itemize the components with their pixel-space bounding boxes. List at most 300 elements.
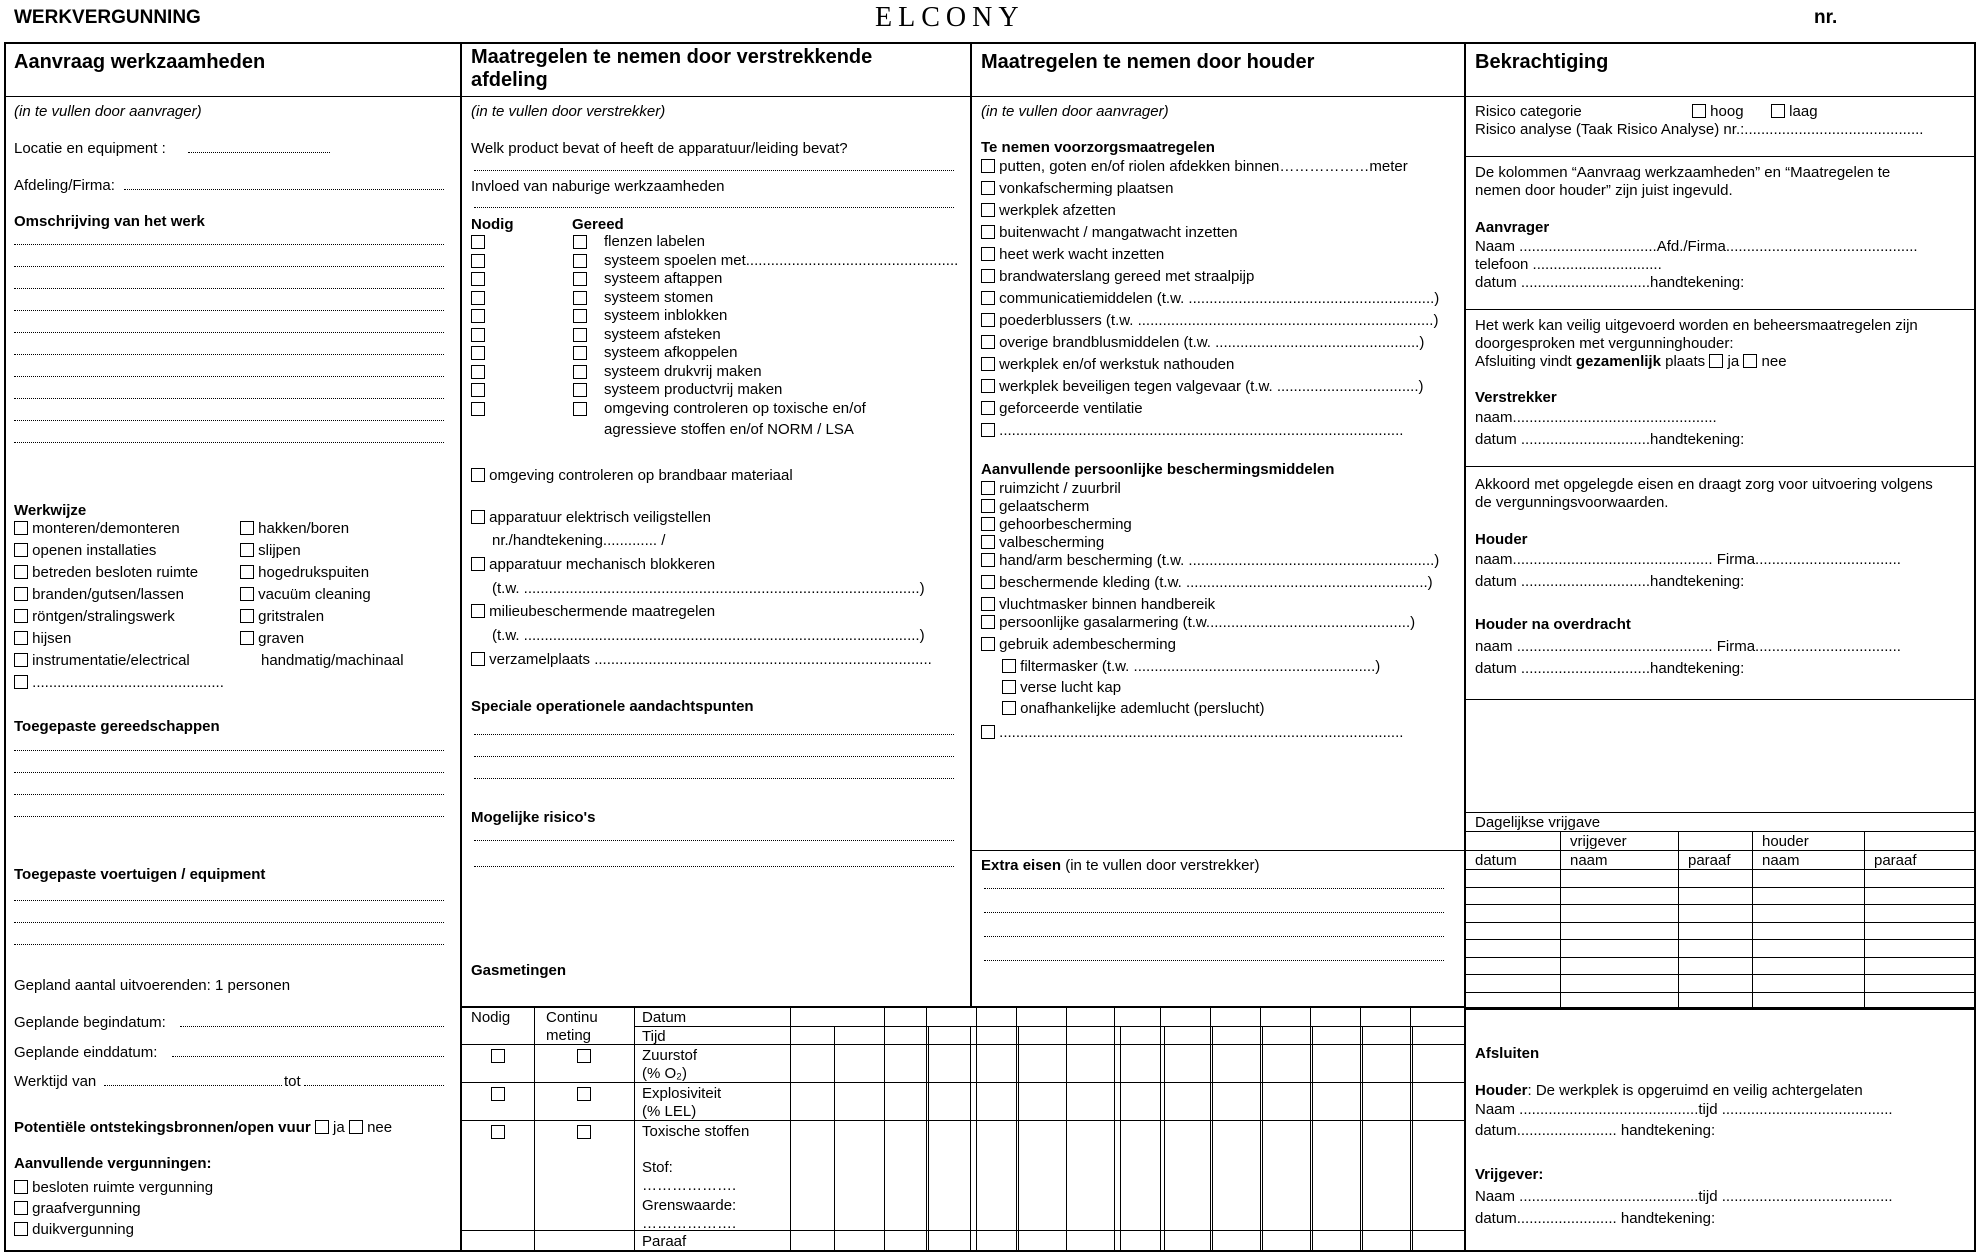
explosiviteit-continu-checkbox[interactable] bbox=[577, 1087, 591, 1101]
dotted-line[interactable] bbox=[14, 266, 444, 267]
werkwijze-item: instrumentatie/electrical bbox=[14, 652, 190, 669]
gereed-checkbox[interactable] bbox=[573, 291, 587, 305]
aanvrager-heading: Aanvrager bbox=[1475, 219, 1550, 236]
explosiviteit-nodig bbox=[491, 1086, 505, 1103]
speciale-heading: Speciale operationele aandachtspunten bbox=[471, 698, 754, 715]
stof-dots: ………………. bbox=[642, 1177, 737, 1194]
dotted-line[interactable] bbox=[14, 244, 444, 245]
zuurstof-continu-checkbox[interactable] bbox=[577, 1049, 591, 1063]
voorzorg-item: poederblussers (t.w. .......................................................................) bbox=[981, 312, 1438, 329]
werkwijze-item: hogedrukspuiten bbox=[240, 564, 369, 581]
gereed-cell bbox=[573, 345, 587, 362]
voorzorg-checkbox[interactable] bbox=[981, 247, 995, 261]
pbm-checkbox[interactable] bbox=[981, 499, 995, 513]
voorzorg-item: geforceerde ventilatie bbox=[981, 400, 1143, 417]
gereed-checkbox[interactable] bbox=[573, 272, 587, 286]
elektrisch-checkbox[interactable] bbox=[471, 510, 485, 524]
nodig-header: Nodig bbox=[471, 216, 514, 233]
gereed-cell bbox=[573, 290, 587, 307]
col2-item: systeem spoelen met................................................... bbox=[604, 251, 959, 269]
nodig-checkbox[interactable] bbox=[471, 383, 485, 397]
omschrijving-heading: Omschrijving van het werk bbox=[14, 213, 205, 230]
gas-grid-line bbox=[926, 1006, 927, 1250]
dag-row-line bbox=[1464, 904, 1976, 905]
zuurstof-continu bbox=[577, 1048, 591, 1065]
risicos-heading: Mogelijke risico's bbox=[471, 809, 596, 826]
dotted-line[interactable] bbox=[984, 912, 1444, 913]
vrijgever-datum: datum........................ handtekening: bbox=[1475, 1210, 1716, 1227]
dotted-line[interactable] bbox=[14, 332, 444, 333]
pbm-checkbox[interactable] bbox=[981, 535, 995, 549]
risico-row: Risico categorie bbox=[1475, 103, 1582, 120]
adem-checkbox[interactable] bbox=[1002, 680, 1016, 694]
zuurstof-nodig-checkbox[interactable] bbox=[491, 1049, 505, 1063]
pbm-checkbox[interactable] bbox=[981, 597, 995, 611]
brand-logo: ELCONY bbox=[875, 2, 1025, 33]
dotted-line[interactable] bbox=[14, 420, 444, 421]
dag-col-head: paraaf bbox=[1688, 852, 1731, 869]
voorzorg-checkbox[interactable] bbox=[981, 423, 995, 437]
milieu-checkbox[interactable] bbox=[471, 604, 485, 618]
werkwijze-item: graven bbox=[240, 630, 304, 647]
werkwijze-item: monteren/demonteren bbox=[14, 520, 180, 537]
voorzorg-checkbox[interactable] bbox=[981, 159, 995, 173]
werkwijze-heading: Werkwijze bbox=[14, 502, 87, 519]
ontsteking-nee-checkbox[interactable] bbox=[349, 1120, 363, 1134]
gas-grid-line bbox=[1212, 1026, 1213, 1250]
col4-divider bbox=[1464, 466, 1976, 467]
vergunning-checkbox[interactable] bbox=[14, 1180, 28, 1194]
voorzorg-item: brandwaterslang gereed met straalpijp bbox=[981, 268, 1254, 285]
gas-grid-line bbox=[1114, 1006, 1115, 1250]
werkwijze-checkbox[interactable] bbox=[14, 653, 28, 667]
pbm-item: ruimzicht / zuurbril bbox=[981, 480, 1121, 497]
invloed-field[interactable] bbox=[474, 207, 954, 208]
nodig-cell bbox=[471, 401, 485, 418]
dag-houder: houder bbox=[1762, 833, 1809, 850]
toxische-continu bbox=[577, 1124, 591, 1141]
hoog-checkbox[interactable] bbox=[1692, 104, 1706, 118]
vergunning-item: besloten ruimte vergunning bbox=[14, 1179, 213, 1196]
gas-col-line bbox=[534, 1006, 535, 1250]
dotted-line[interactable] bbox=[984, 888, 1444, 889]
gereed-cell bbox=[573, 327, 587, 344]
dag-row-line bbox=[1464, 939, 1976, 940]
dotted-line[interactable] bbox=[474, 756, 954, 757]
gereed-checkbox[interactable] bbox=[573, 402, 587, 416]
zuurstof-nodig bbox=[491, 1048, 505, 1065]
laag-option: laag bbox=[1771, 103, 1818, 120]
gereed-checkbox[interactable] bbox=[573, 254, 587, 268]
dag-row-line bbox=[1464, 922, 1976, 923]
pbm-item: gehoorbescherming bbox=[981, 516, 1132, 533]
gereed-checkbox[interactable] bbox=[573, 328, 587, 342]
gas-row-line bbox=[460, 1082, 1466, 1083]
mechanisch-tw: (t.w. ...............................................................................................) bbox=[492, 580, 925, 597]
pbm-checkbox[interactable] bbox=[981, 615, 995, 629]
col1-subtitle: (in te vullen door aanvrager) bbox=[14, 103, 202, 120]
voorzorg-item: buitenwacht / mangatwacht inzetten bbox=[981, 224, 1238, 241]
werktijd-tot-field[interactable] bbox=[304, 1085, 444, 1086]
extra-heading: Extra eisen (in te vullen door verstrekker) bbox=[981, 857, 1260, 874]
werkwijze-checkbox[interactable] bbox=[14, 521, 28, 535]
col4-divider bbox=[1464, 309, 1976, 310]
dotted-line[interactable] bbox=[14, 310, 444, 311]
ontsteking-ja-checkbox[interactable] bbox=[315, 1120, 329, 1134]
col2-item-extra: agressieve stoffen en/of NORM / LSA bbox=[604, 421, 854, 438]
hoog-option: hoog bbox=[1692, 103, 1744, 120]
pbm-item: beschermende kleding (t.w. ..........................................................) bbox=[981, 574, 1433, 591]
afdeling-field[interactable] bbox=[124, 189, 444, 190]
pbm-checkbox[interactable] bbox=[981, 553, 995, 567]
dag-col-head: naam bbox=[1762, 852, 1800, 869]
toxische-nodig bbox=[491, 1124, 505, 1141]
dotted-line[interactable] bbox=[14, 398, 444, 399]
pbm-item: hand/arm bescherming (t.w. ...........................................................) bbox=[981, 552, 1439, 569]
adem-item: filtermasker (t.w. ..........................................................) bbox=[1002, 658, 1380, 675]
pbm-item: vluchtmasker binnen handbereik bbox=[981, 596, 1215, 613]
pbm-item: gebruik adembescherming bbox=[981, 636, 1176, 653]
mechanisch-checkbox[interactable] bbox=[471, 557, 485, 571]
voorzorg-checkbox[interactable] bbox=[981, 181, 995, 195]
werkwijze-item: hakken/boren bbox=[240, 520, 349, 537]
explosiviteit-continu bbox=[577, 1086, 591, 1103]
werkwijze-checkbox[interactable] bbox=[14, 609, 28, 623]
dag-row-line bbox=[1464, 887, 1976, 888]
verzamelplaats-checkbox[interactable] bbox=[471, 652, 485, 666]
adem-checkbox[interactable] bbox=[1002, 659, 1016, 673]
houder-naam: naam................................................ Firma................................... bbox=[1475, 551, 1901, 568]
verstrekker-naam: naam................................................. bbox=[1475, 409, 1717, 426]
aanvrager-datum: datum ...............................handtekening: bbox=[1475, 274, 1745, 291]
gas-grid-line bbox=[834, 1026, 835, 1250]
pbm-item: persoonlijke gasalarmering (t.w.................................................) bbox=[981, 614, 1415, 631]
dotted-line[interactable] bbox=[14, 922, 444, 923]
voorzorg-heading: Te nemen voorzorgsmaatregelen bbox=[981, 139, 1215, 156]
afsluiten-heading: Afsluiten bbox=[1475, 1045, 1540, 1062]
zuurstof-label: Zuurstof (% O₂) bbox=[642, 1047, 698, 1082]
milieu-row: milieubeschermende maatregelen bbox=[471, 603, 715, 620]
laag-checkbox[interactable] bbox=[1771, 104, 1785, 118]
dotted-line[interactable] bbox=[474, 840, 954, 841]
werktijd-van-field[interactable] bbox=[104, 1085, 282, 1086]
col-divider-1 bbox=[460, 42, 462, 1252]
gas-grid-line bbox=[1164, 1026, 1165, 1250]
gas-grid-line bbox=[1016, 1006, 1017, 1250]
gas-col-line bbox=[634, 1006, 635, 1250]
vergunning-item: duikvergunning bbox=[14, 1221, 134, 1238]
dotted-line[interactable] bbox=[474, 734, 954, 735]
nodig-checkbox[interactable] bbox=[471, 291, 485, 305]
werktijd-van-label: Werktijd van bbox=[14, 1073, 97, 1090]
gas-row-line bbox=[460, 1120, 1466, 1121]
dag-line bbox=[1464, 831, 1976, 832]
voorzorg-item: vonkafscherming plaatsen bbox=[981, 180, 1173, 197]
nodig-checkbox[interactable] bbox=[471, 328, 485, 342]
col2-item: flenzen labelen bbox=[604, 233, 705, 250]
gereed-checkbox[interactable] bbox=[573, 309, 587, 323]
gereed-checkbox[interactable] bbox=[573, 346, 587, 360]
werkwijze-checkbox[interactable] bbox=[240, 587, 254, 601]
nodig-cell bbox=[471, 308, 485, 325]
verstrekker-datum: datum ...............................handtekening: bbox=[1475, 431, 1745, 448]
col2-item: systeem drukvrij maken bbox=[604, 362, 762, 380]
werkwijze-checkbox[interactable] bbox=[240, 521, 254, 535]
gas-row-line bbox=[634, 1026, 1466, 1027]
werkwijze-item: röntgen/stralingswerk bbox=[14, 608, 175, 625]
col2-item: systeem afsteken bbox=[604, 325, 721, 343]
dotted-line[interactable] bbox=[14, 288, 444, 289]
gereed-cell bbox=[573, 234, 587, 251]
dotted-line[interactable] bbox=[14, 944, 444, 945]
toxische-nodig-checkbox[interactable] bbox=[491, 1125, 505, 1139]
brandbaar-checkbox[interactable] bbox=[471, 468, 485, 482]
col2-item: systeem stomen bbox=[604, 288, 714, 306]
voorzorg-checkbox[interactable] bbox=[981, 291, 995, 305]
dag-row-line bbox=[1464, 957, 1976, 958]
pbm-last-row: ................................................................................................. bbox=[981, 724, 1403, 741]
nodig-checkbox[interactable] bbox=[471, 254, 485, 268]
nodig-cell bbox=[471, 253, 485, 270]
voorzorg-item: overige brandblusmiddelen (t.w. .................................................) bbox=[981, 334, 1424, 351]
brandbaar-row: omgeving controleren op brandbaar materiaal bbox=[471, 467, 793, 484]
col-divider-3 bbox=[1464, 42, 1466, 1252]
dotted-line[interactable] bbox=[14, 376, 444, 377]
werkwijze-checkbox[interactable] bbox=[14, 587, 28, 601]
voorzorg-checkbox[interactable] bbox=[981, 313, 995, 327]
werkwijze-checkbox[interactable] bbox=[14, 565, 28, 579]
vrijgever-heading: Vrijgever: bbox=[1475, 1166, 1544, 1183]
voorzorg-checkbox[interactable] bbox=[981, 379, 995, 393]
nodig-checkbox[interactable] bbox=[471, 272, 485, 286]
product-question: Welk product bevat of heeft de apparatuur/leiding bevat? bbox=[471, 140, 848, 157]
werkwijze-checkbox[interactable] bbox=[14, 675, 28, 689]
voorzorg-item: communicatiemiddelen (t.w. ...........................................................) bbox=[981, 290, 1439, 307]
werkwijze-item: .............................................. bbox=[14, 674, 224, 691]
voorzorg-checkbox[interactable] bbox=[981, 269, 995, 283]
afdeling-label: Afdeling/Firma: bbox=[14, 177, 115, 194]
pbm-item: valbescherming bbox=[981, 534, 1104, 551]
dotted-line[interactable] bbox=[14, 750, 444, 751]
vergunning-checkbox[interactable] bbox=[14, 1222, 28, 1236]
aanvullende-heading: Aanvullende vergunningen: bbox=[14, 1155, 212, 1172]
werkwijze-checkbox[interactable] bbox=[240, 543, 254, 557]
gas-grid-line bbox=[1160, 1006, 1161, 1250]
dotted-line[interactable] bbox=[14, 772, 444, 773]
vergunning-item: graafvergunning bbox=[14, 1200, 141, 1217]
gas-row-line bbox=[460, 1230, 1466, 1231]
gereed-cell bbox=[573, 308, 587, 325]
gas-datum-label: Datum bbox=[642, 1009, 687, 1026]
gereed-cell bbox=[573, 401, 587, 418]
pbm-last-checkbox[interactable] bbox=[981, 725, 995, 739]
col4-title: Bekrachtiging bbox=[1475, 51, 1609, 73]
bottom-border bbox=[4, 1250, 1976, 1252]
werkwijze-item: slijpen bbox=[240, 542, 301, 559]
nodig-cell bbox=[471, 345, 485, 362]
nodig-cell bbox=[471, 290, 485, 307]
dag-col-head: naam bbox=[1570, 852, 1608, 869]
vergunning-checkbox[interactable] bbox=[14, 1201, 28, 1215]
houder-datum: datum ...............................handtekening: bbox=[1475, 573, 1745, 590]
gereed-cell bbox=[573, 364, 587, 381]
houder-na-datum: datum ...............................handtekening: bbox=[1475, 660, 1745, 677]
dag-col-head: datum bbox=[1475, 852, 1517, 869]
voorzorg-item: putten, goten en/of riolen afdekken binnen………………meter bbox=[981, 158, 1408, 175]
houder-afsluit-naam: Naam ...........................................tijd ......................................... bbox=[1475, 1101, 1893, 1118]
gas-grid-line bbox=[1262, 1026, 1263, 1250]
dotted-line[interactable] bbox=[14, 354, 444, 355]
grenswaarde-label: Grenswaarde: bbox=[642, 1197, 737, 1214]
dag-row-line bbox=[1464, 1009, 1976, 1010]
dag-row-line bbox=[1464, 974, 1976, 975]
nodig-cell bbox=[471, 271, 485, 288]
col2-item: systeem afkoppelen bbox=[604, 344, 738, 361]
pbm-checkbox[interactable] bbox=[981, 481, 995, 495]
extra-divider bbox=[970, 850, 1466, 851]
voorzorg-checkbox[interactable] bbox=[981, 203, 995, 217]
gas-row-line bbox=[460, 1044, 1466, 1045]
elektrisch-row: apparatuur elektrisch veiligstellen bbox=[471, 509, 711, 526]
houder-afsluit-text: Houder: De werkplek is opgeruimd en veilig achtergelaten bbox=[1475, 1082, 1863, 1099]
nodig-cell bbox=[471, 234, 485, 251]
adem-checkbox[interactable] bbox=[1002, 701, 1016, 715]
gereed-cell bbox=[573, 271, 587, 288]
gereed-checkbox[interactable] bbox=[573, 383, 587, 397]
gas-continu-header: Continu meting bbox=[546, 1009, 598, 1044]
dotted-line[interactable] bbox=[474, 778, 954, 779]
werkwijze-checkbox[interactable] bbox=[240, 609, 254, 623]
veilig-text: Het werk kan veilig uitgevoerd worden en beheersmaatregelen zijn doorgesproken met vergunninghouder: bbox=[1475, 317, 1918, 352]
werkwijze-item: betreden besloten ruimte bbox=[14, 564, 198, 581]
gas-grid-line bbox=[1410, 1006, 1411, 1250]
milieu-tw: (t.w. ...............................................................................................) bbox=[492, 627, 925, 644]
nodig-checkbox[interactable] bbox=[471, 235, 485, 249]
dotted-line[interactable] bbox=[984, 936, 1444, 937]
voorzorg-item: ................................................................................................. bbox=[981, 422, 1403, 439]
top-border bbox=[4, 42, 1976, 44]
gas-grid-line bbox=[1066, 1026, 1067, 1250]
gas-paraaf-label: Paraaf bbox=[642, 1233, 687, 1250]
risico-analyse: Risico analyse (Taak Risico Analyse) nr.:........................................... bbox=[1475, 121, 1924, 138]
voertuigen-heading: Toegepaste voertuigen / equipment bbox=[14, 866, 266, 883]
begindatum-label: Geplande begindatum: bbox=[14, 1014, 166, 1031]
dotted-line[interactable] bbox=[474, 866, 954, 867]
voorzorg-checkbox[interactable] bbox=[981, 335, 995, 349]
gas-grid-line bbox=[976, 1006, 977, 1250]
nodig-cell bbox=[471, 327, 485, 344]
voorzorg-item: heet werk wacht inzetten bbox=[981, 246, 1164, 263]
grenswaarde-dots: ………………. bbox=[642, 1215, 737, 1232]
gereed-checkbox[interactable] bbox=[573, 235, 587, 249]
nodig-checkbox[interactable] bbox=[471, 309, 485, 323]
explosiviteit-label: Explosiviteit (% LEL) bbox=[642, 1085, 722, 1120]
aanvrager-telefoon: telefoon ............................... bbox=[1475, 256, 1662, 273]
nodig-checkbox[interactable] bbox=[471, 365, 485, 379]
col3-subtitle: (in te vullen door aanvrager) bbox=[981, 103, 1169, 120]
voorzorg-item: werkplek en/of werkstuk nathouden bbox=[981, 356, 1234, 373]
col2-subtitle: (in te vullen door verstrekker) bbox=[471, 103, 666, 120]
gas-grid-line bbox=[790, 1006, 791, 1250]
houder-heading: Houder bbox=[1475, 531, 1528, 548]
einddatum-field[interactable] bbox=[172, 1056, 444, 1057]
explosiviteit-nodig-checkbox[interactable] bbox=[491, 1087, 505, 1101]
dotted-line[interactable] bbox=[984, 960, 1444, 961]
gereedschappen-heading: Toegepaste gereedschappen bbox=[14, 718, 220, 735]
begindatum-field[interactable] bbox=[180, 1026, 444, 1027]
pbm-checkbox[interactable] bbox=[981, 637, 995, 651]
dotted-line[interactable] bbox=[14, 900, 444, 901]
werkwijze-item: branden/gutsen/lassen bbox=[14, 586, 184, 603]
werkwijze-checkbox[interactable] bbox=[240, 631, 254, 645]
dag-bottom bbox=[1464, 1007, 1976, 1009]
col2-title: Maatregelen te nemen door verstrekkende afdeling bbox=[471, 46, 873, 91]
gas-grid-line bbox=[1310, 1006, 1311, 1250]
gas-tijd-label: Tijd bbox=[642, 1028, 666, 1045]
dag-col-head: paraaf bbox=[1874, 852, 1917, 869]
voorzorg-checkbox[interactable] bbox=[981, 401, 995, 415]
afsluiting-nee-checkbox[interactable] bbox=[1743, 354, 1757, 368]
gas-grid-line bbox=[1412, 1026, 1413, 1250]
einddatum-label: Geplande einddatum: bbox=[14, 1044, 158, 1061]
voorzorg-checkbox[interactable] bbox=[981, 357, 995, 371]
werkwijze-checkbox[interactable] bbox=[14, 543, 28, 557]
adem-item: onafhankelijke ademlucht (perslucht) bbox=[1002, 700, 1264, 717]
dag-vrijgever: vrijgever bbox=[1570, 833, 1627, 850]
toxische-label: Toxische stoffen bbox=[642, 1123, 750, 1140]
col2-item: systeem productvrij maken bbox=[604, 381, 783, 398]
ontsteking-row: Potentiële ontstekingsbronnen/open vuur ja nee bbox=[14, 1119, 393, 1136]
werkwijze-extra: handmatig/machinaal bbox=[261, 652, 404, 669]
gasmetingen-heading: Gasmetingen bbox=[471, 962, 567, 979]
dag-top bbox=[1464, 812, 1976, 813]
afsluiting-ja-checkbox[interactable] bbox=[1709, 354, 1723, 368]
pbm-item: gelaatscherm bbox=[981, 498, 1089, 515]
gereed-checkbox[interactable] bbox=[573, 365, 587, 379]
voorzorg-checkbox[interactable] bbox=[981, 225, 995, 239]
header-underline bbox=[4, 96, 1976, 97]
col1-title: Aanvraag werkzaamheden bbox=[14, 51, 266, 73]
locatie-field[interactable] bbox=[188, 152, 330, 153]
nr-handtekening: nr./handtekening............. / bbox=[492, 532, 666, 549]
form-title: WERKVERGUNNING bbox=[14, 7, 201, 28]
gepland-aantal: Gepland aantal uitvoerenden: 1 personen bbox=[14, 977, 291, 994]
toxische-continu-checkbox[interactable] bbox=[577, 1125, 591, 1139]
pbm-checkbox[interactable] bbox=[981, 517, 995, 531]
pbm-checkbox[interactable] bbox=[981, 575, 995, 589]
col3-title: Maatregelen te nemen door houder bbox=[981, 51, 1315, 73]
dag-row-line bbox=[1464, 869, 1976, 870]
gas-nodig-header: Nodig bbox=[471, 1009, 511, 1026]
product-field[interactable] bbox=[474, 170, 954, 171]
nodig-checkbox[interactable] bbox=[471, 346, 485, 360]
col4-divider bbox=[1464, 156, 1976, 157]
dag-grid-line bbox=[1752, 831, 1753, 1007]
gas-table-top bbox=[460, 1006, 1466, 1008]
nodig-checkbox[interactable] bbox=[471, 402, 485, 416]
werkwijze-item: hijsen bbox=[14, 630, 71, 647]
dotted-line[interactable] bbox=[14, 794, 444, 795]
dotted-line[interactable] bbox=[14, 816, 444, 817]
aanvrager-naam: Naam .................................Afd./Firma.............................................. bbox=[1475, 238, 1918, 255]
gas-grid-line bbox=[884, 1006, 885, 1250]
werkwijze-item: vacuüm cleaning bbox=[240, 586, 371, 603]
werkwijze-checkbox[interactable] bbox=[14, 631, 28, 645]
nr-label: nr. bbox=[1814, 7, 1838, 28]
werkwijze-item: openen installaties bbox=[14, 542, 156, 559]
werkwijze-checkbox[interactable] bbox=[240, 565, 254, 579]
dotted-line[interactable] bbox=[14, 442, 444, 443]
